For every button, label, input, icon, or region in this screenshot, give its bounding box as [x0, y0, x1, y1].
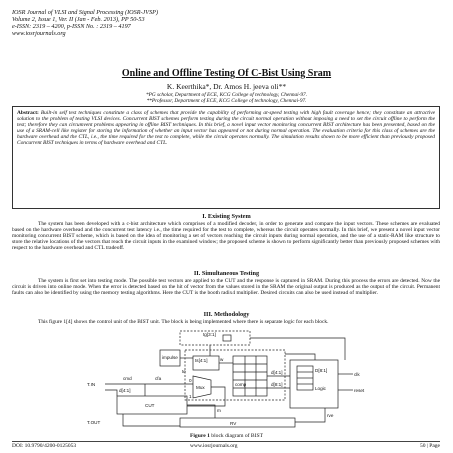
label-logic: Logic — [315, 386, 326, 391]
figure-caption-label: Figure 1 — [189, 433, 210, 439]
label-rve: rve — [327, 413, 334, 418]
footer-site[interactable]: www.iosrjournals.org — [190, 443, 238, 449]
journal-website[interactable]: www.iosrjournals.org — [12, 30, 66, 37]
abstract-text: Built-in self test techniques constitute a class of schemes that provide the capability of performing at-speed testing with high fault coverage hence; they constitute an attractive solution to the problem of testing VLSI devices. Concurrent BIST schemes perform testing during the circuit normal operation without imposing a need to set the circuit offline to perform the test; therefore they can circumvent problems appearing in offline BIST techniques. In this brief, a novel input vector monitoring concurrent BIST architecture has been presented, based on the use of a SRAM-cell like register for storing the information of whether an input vector has appeared or not during normal operation. The evaluation criteria for this class of schemes are the hardware overhead and the CTL, i.e., the time required for the test to complete, while the circuit operates normally. The simulation results shown to be more efficient than previously proposed Concurrent BIST techniques in terms of hardware overhead and CTL. — [17, 110, 435, 147]
label-w: w — [220, 357, 224, 362]
comparator-array — [233, 356, 267, 396]
section-heading-3: III. Methodology — [203, 311, 250, 318]
label-cfa: cfa — [155, 376, 162, 381]
label-mux-b: 1 — [189, 394, 192, 399]
label-d41: d[4:1] — [119, 388, 131, 393]
label-reset: reset — [354, 388, 365, 393]
label-d1: d[4:1] — [271, 370, 283, 375]
section-text-2: The system is first set into testing mode. The possible test vectors are applied to the CUT and the response is captured in SRAM. During this process the errors are detected. Now the circuit is driven into online mode. When the error is detected based on the hit of vector from the values stored in the SRAM the original output is produced as the output of the circuit. Permanent faults can also be identified by using the memory testing algorithms. Here the CUT is the booth radix4 multiplier. Desired circuits can also be used instead of multiplier. — [12, 278, 440, 297]
figure-caption-text: block diagram of BIST — [209, 433, 264, 439]
abstract-box — [12, 106, 440, 209]
label-cmd: cmd — [123, 376, 132, 381]
section-heading-1: I. Existing System — [202, 213, 251, 220]
journal-issn: e-ISSN: 2319 – 4200, p-ISSN No. : 2319 – 4197 — [12, 23, 131, 30]
paper-authors: K. Keerthika*, Dr. Amos H. jeeva oli** — [166, 82, 287, 91]
label-impulse: impulse — [162, 355, 178, 360]
label-d3: D[8:1] — [315, 368, 328, 373]
label-ts: ts[4:1] — [195, 358, 208, 363]
section-heading-2: II. Simultaneous Testing — [193, 270, 260, 277]
journal-header — [12, 9, 312, 37]
affiliation-2: **Professor, Department of ECE, KCG College of technology, Chennai-97. — [146, 98, 307, 104]
affiliation-1: *PG scholar, Department of ECE, KCG College of technology, Chennai-97. — [145, 92, 308, 98]
tg-cell — [223, 335, 231, 341]
label-mux-a: 0 — [189, 378, 192, 383]
label-m: m — [217, 408, 221, 413]
label-dr: d[8:1] — [271, 382, 283, 387]
footer-doi: DOI: 10.9790/4200-0125053 — [12, 443, 77, 449]
journal-name: IOSR Journal of VLSI and Signal Processing (IOSR-JVSP) — [12, 9, 159, 16]
label-tg: tg[3:1] — [203, 332, 216, 337]
bist-block-diagram — [85, 328, 370, 432]
section-text-3: This figure 1[4] shows the control unit of the BIST unit. The block is being implemented where there is separate logic for each block. — [38, 319, 329, 325]
footer-page: 50 | Page — [419, 443, 440, 449]
label-mux: Mux — [196, 385, 205, 390]
label-comp: comp — [235, 382, 247, 387]
label-tout: T.OUT — [87, 420, 101, 425]
label-cut: CUT — [145, 403, 155, 408]
label-clk: clk — [354, 372, 360, 377]
paper-title: Online and Offline Testing Of C-Bist Using Sram — [121, 68, 332, 79]
section-text-1: The system has been developed with a c-bist architecture which comprises of a modified decoder, in order to generate and compare the input vectors. These schemes are evaluated based on the hardware overhead and the concurrent test latency i.e., the time required for the test to complete, whereas the circuit operates normally. In this brief, we present a novel input vector monitoring concurrent BIST scheme, which is based on the idea of monitoring a set of vectors reaching the circuit inputs during normal operation, and the use of a static-RAM like structure to store the relative locations of the vectors that reach the circuit inputs in the examined window; the proposed scheme is shown to perform significantly better than previously proposed schemes with respect to the hardware overhead and CTL tradeoff. — [12, 221, 440, 252]
footer-divider — [12, 441, 440, 442]
label-te: te — [182, 369, 186, 374]
figure-caption — [0, 433, 453, 439]
rv-block — [180, 418, 295, 427]
abstract-label: Abstract: — [17, 110, 39, 116]
label-tin: T.IN — [87, 382, 96, 387]
page-footer — [12, 443, 440, 451]
journal-volume: Volume 2, Issue 1, Ver. II (Jan - Feb. 2013), PP 50-53 — [12, 16, 145, 23]
label-rv: RV — [230, 421, 237, 426]
